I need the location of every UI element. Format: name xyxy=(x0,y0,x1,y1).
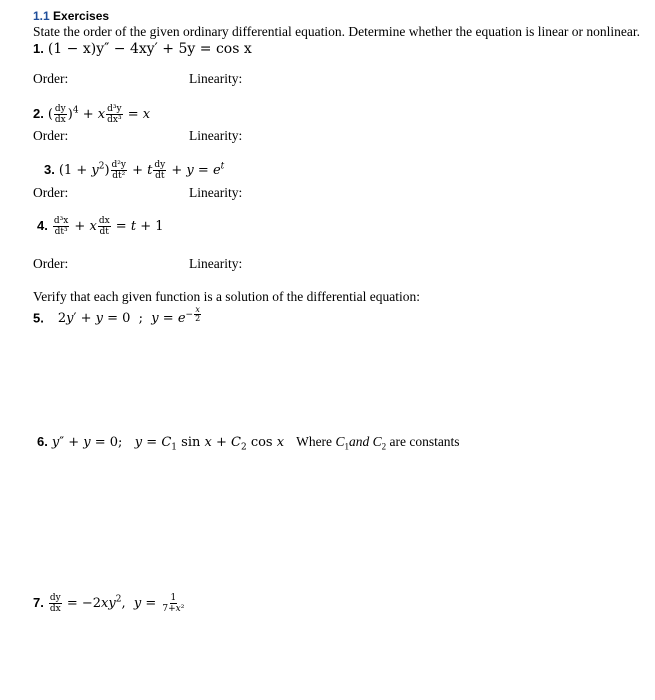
problem-equation: (1 − x)y″ − 4xy′ + 5y = cos x xyxy=(47,41,252,57)
problem-7 xyxy=(33,593,186,614)
problem-1 xyxy=(33,40,252,58)
constants-note-rendered: Where $C_1and$ $C_2$ are constants xyxy=(296,434,460,452)
problem-number: 4. xyxy=(37,218,48,233)
instructions: State the order of the given ordinary differential equation. Determine whether the equation is linear or nonlinear. xyxy=(33,24,641,39)
problem-3 xyxy=(44,160,224,181)
equation-rendered: $(1 + y^2)$ $\frac{\text{d²y}}{\text{dt²}}$ + t $\frac{dy}{dt}$ + $y = e^t$ xyxy=(58,160,225,181)
problem-number: 5. xyxy=(33,310,44,326)
order-label-2: Order: xyxy=(33,128,69,143)
order-label-4: Order: xyxy=(33,256,69,271)
equation-rendered: y″ + y = 0; $y = C_1$ $\sin x + C_2$ cos x xyxy=(51,435,285,453)
order-label-1: Order: xyxy=(33,71,69,86)
linearity-label-3: Linearity: xyxy=(189,185,243,200)
section-title: Exercises xyxy=(53,9,110,23)
equation-rendered: 2y′ + y = 0 ; $y = e^{- \frac{x}{2}}$ xyxy=(57,305,201,327)
linearity-label-2: Linearity: xyxy=(189,128,243,143)
linearity-label-4: Linearity: xyxy=(189,256,243,271)
verify-instruction: Verify that each given function is a solution of the differential equation: xyxy=(33,289,421,304)
equation-rendered: $\frac{\text{d³x}}{\text{dt³}}$ + x $\frac{dx}{dt}$ = t + 1 xyxy=(53,216,164,237)
equation-rendered: $\frac{dy}{dx}$ = $-2xy^2$, y = $\frac{1}{\text{7+x²}}$ xyxy=(49,593,185,614)
section-number: 1.1 xyxy=(33,9,50,23)
problem-number: 6. xyxy=(37,434,48,449)
problem-6 xyxy=(37,433,460,453)
linearity-label-1: Linearity: xyxy=(189,71,243,86)
problem-5 xyxy=(33,306,202,327)
problem-2 xyxy=(33,104,150,125)
problem-number: 7. xyxy=(33,595,44,610)
problem-number: 3. xyxy=(44,162,55,177)
equation-rendered: ( $\frac{dy}{dx}$ )$^4$ + x $\frac{\text{d³y}}{\text{dx³}}$ = x xyxy=(47,104,151,125)
problem-number: 2. xyxy=(33,106,44,121)
problem-number: 1. xyxy=(33,41,44,56)
problem-4 xyxy=(37,216,164,237)
order-label-3: Order: xyxy=(33,185,69,200)
section-heading xyxy=(33,9,109,23)
